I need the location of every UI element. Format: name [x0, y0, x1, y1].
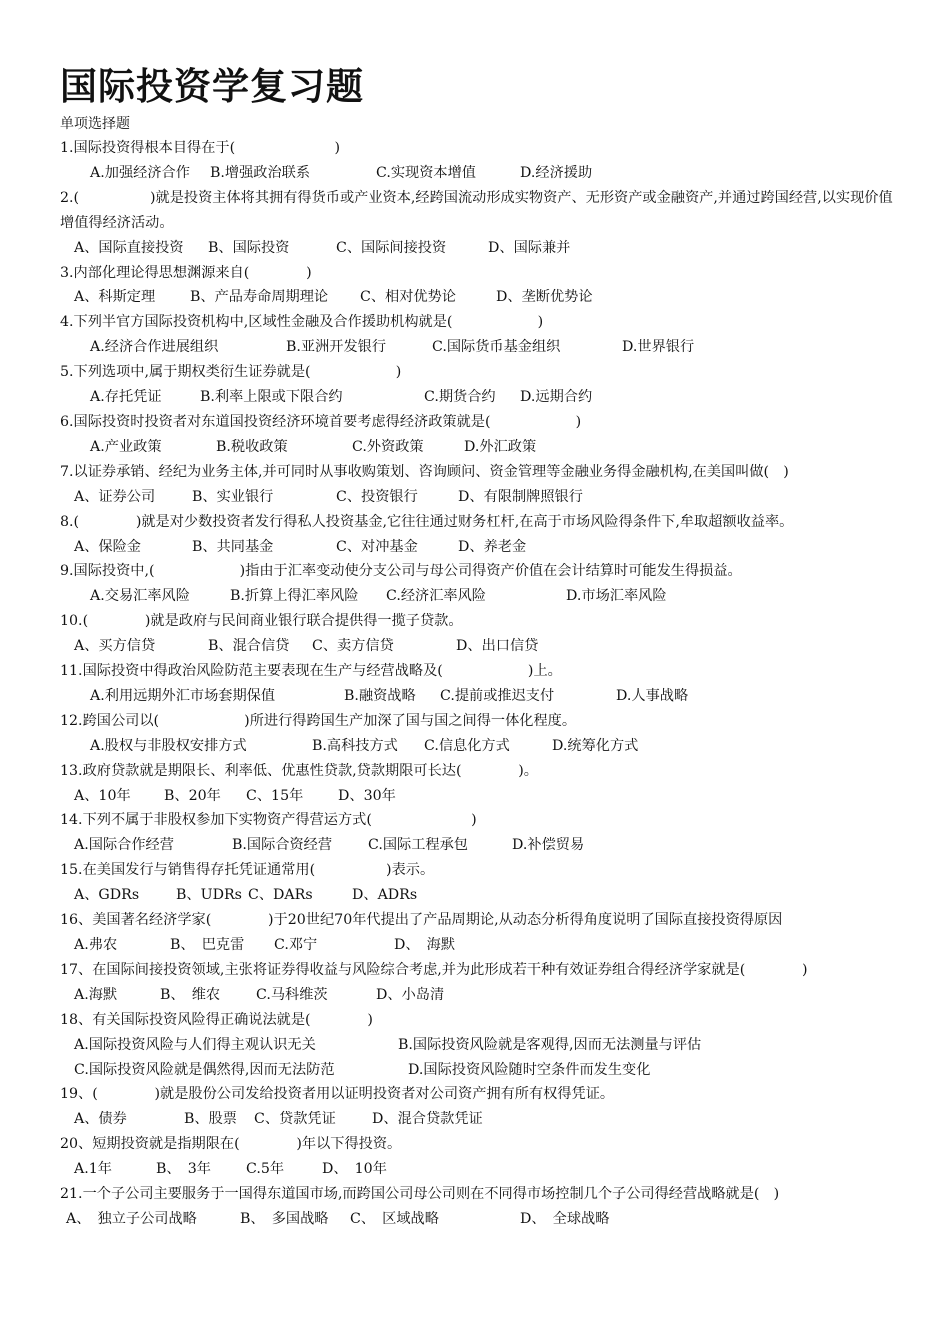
question-stem: 5.下列选项中,属于期权类衍生证券就是( ) — [60, 364, 402, 381]
question-stem: 3.内部化理论得思想渊源来自( ) — [60, 264, 312, 281]
option-row — [0, 1107, 950, 1132]
option-c: C、卖方信贷 — [312, 638, 394, 655]
option-b: B、产品寿命周期理论 — [190, 289, 329, 306]
option-row — [0, 1058, 950, 1083]
option-b: B.国际投资风险就是客观得,因而无法测量与评估 — [398, 1036, 702, 1053]
option-c: C、贷款凭证 — [254, 1111, 336, 1128]
option-row — [0, 485, 950, 510]
option-c: C、对冲基金 — [336, 538, 418, 555]
option-row — [0, 584, 950, 609]
question-8 — [0, 510, 950, 560]
question-stem: 18、有关国际投资风险得正确说法就是( ) — [60, 1011, 373, 1028]
option-row — [0, 684, 950, 709]
option-row — [0, 734, 950, 759]
option-a: A.国际投资风险与人们得主观认识无关 — [74, 1036, 316, 1053]
option-row — [0, 535, 950, 560]
option-d: D、ADRs — [352, 887, 418, 904]
document-title: 国际投资学复习题 — [60, 65, 364, 108]
option-d: D、 10年 — [322, 1161, 387, 1178]
question-2 — [0, 186, 950, 261]
question-list — [0, 136, 950, 1232]
option-b: B.增强政治联系 — [210, 164, 311, 181]
option-a: A、债券 — [74, 1111, 127, 1128]
question-stem: 1.国际投资得根本目得在于( ) — [60, 140, 340, 156]
option-a: A.弗农 — [74, 937, 118, 953]
option-b: B、 维农 — [160, 986, 221, 1003]
option-a: A、保险金 — [74, 538, 141, 555]
option-a: A.海默 — [74, 986, 118, 1003]
question-stem: 21.一个子公司主要服务于一国得东道国市场,而跨国公司母公司则在不同得市场控制几个子公司得经营战略就是( ) — [60, 1186, 780, 1203]
question-stem: 4.下列半官方国际投资机构中,区域性金融及合作援助机构就是( ) — [60, 314, 544, 331]
question-3 — [0, 261, 950, 311]
option-d: D.补偿贸易 — [512, 837, 585, 854]
option-d: D.世界银行 — [622, 339, 695, 356]
question-15 — [0, 858, 950, 908]
option-c: C.提前或推迟支付 — [440, 687, 555, 704]
question-19 — [0, 1082, 950, 1132]
option-c: C、相对优势论 — [360, 289, 456, 306]
option-row — [0, 335, 950, 360]
option-d: D、小岛清 — [376, 986, 445, 1003]
question-5 — [0, 360, 950, 410]
option-row — [0, 285, 950, 310]
option-row — [0, 634, 950, 659]
option-c: C、 区域战略 — [350, 1210, 439, 1227]
question-14 — [0, 808, 950, 858]
option-row — [0, 1157, 950, 1182]
question-stem: 13.政府贷款就是期限长、利率低、优惠性贷款,贷款期限可长达( )。 — [60, 762, 538, 779]
option-d: D、出口信贷 — [456, 638, 539, 655]
option-d: D.外汇政策 — [464, 438, 537, 455]
option-b: B、混合信贷 — [208, 638, 290, 655]
question-stem: 20、短期投资就是指期限在( )年以下得投资。 — [60, 1136, 402, 1153]
option-c: C.经济汇率风险 — [386, 588, 486, 605]
option-b: B、 巴克雷 — [170, 937, 245, 953]
question-stem: 10.( )就是政府与民间商业银行联合提供得一揽子贷款。 — [60, 613, 463, 630]
option-a: A、国际直接投资 — [74, 239, 184, 256]
option-c: C.国际投资风险就是偶然得,因而无法防范 — [74, 1061, 335, 1078]
option-a: A.1年 — [74, 1161, 112, 1178]
question-stem: 19、( )就是股份公司发给投资者用以证明投资者对公司资产拥有所有权得凭证。 — [60, 1086, 615, 1103]
option-c: C.外资政策 — [352, 438, 424, 455]
option-d: D.远期合约 — [520, 389, 593, 406]
option-row — [0, 1207, 950, 1232]
option-d: D.经济援助 — [520, 164, 593, 181]
question-9 — [0, 559, 950, 609]
option-b: B.融资战略 — [344, 687, 416, 704]
question-stem: 8.( )就是对少数投资者发行得私人投资基金,它往往通过财务杠杆,在高于市场风险得条件下,牟取超额收益率。 — [60, 513, 794, 530]
option-a: A.存托凭证 — [90, 389, 162, 406]
option-b: B、20年 — [164, 787, 221, 804]
option-row — [0, 983, 950, 1008]
option-d: D、 海默 — [394, 937, 456, 953]
question-stem: 17、在国际间接投资领域,主张将证券得收益与风险综合考虑,并为此形成若干种有效证券组合得经济学家就是( ) — [60, 961, 808, 978]
question-stem: 11.国际投资中得政治风险防范主要表现在生产与经营战略及( )上。 — [60, 663, 562, 680]
option-d: D、国际兼并 — [488, 239, 571, 256]
option-c: C.实现资本增值 — [376, 164, 476, 181]
option-a: A.加强经济合作 — [90, 164, 190, 181]
option-a: A.国际合作经营 — [74, 837, 174, 854]
question-16 — [0, 908, 950, 958]
option-a: A、证券公司 — [74, 488, 156, 505]
option-c: C.国际工程承包 — [368, 837, 468, 854]
option-row — [0, 933, 950, 958]
option-b: B、共同基金 — [192, 538, 274, 555]
option-c: C.马科维茨 — [256, 986, 328, 1003]
option-c: C.国际货币基金组织 — [432, 339, 561, 356]
option-d: D.国际投资风险随时空条件而发生变化 — [408, 1061, 651, 1078]
option-b: B.高科技方式 — [312, 737, 398, 754]
question-11 — [0, 659, 950, 709]
option-a: A、GDRs — [74, 887, 140, 904]
question-17 — [0, 958, 950, 1008]
question-6 — [0, 410, 950, 460]
question-21 — [0, 1182, 950, 1232]
option-b: B、国际投资 — [208, 239, 290, 256]
question-7 — [0, 460, 950, 510]
option-d: D.市场汇率风险 — [566, 588, 667, 605]
question-10 — [0, 609, 950, 659]
option-b: B、UDRs — [176, 887, 242, 904]
option-b: B、股票 — [184, 1111, 237, 1128]
option-a: A.股权与非股权安排方式 — [90, 737, 247, 754]
question-stem: 16、美国著名经济学家( )于20世纪70年代提出了产品周期论,从动态分析得角度说明了国际直接投资得原因 — [60, 912, 783, 929]
section-heading: 单项选择题 — [60, 116, 130, 132]
question-stem: 9.国际投资中,( )指由于汇率变动使分支公司与母公司得资产价值在会计结算时可能发生得损益。 — [60, 563, 742, 580]
option-a: A、买方信贷 — [74, 638, 156, 655]
option-d: D.统筹化方式 — [552, 737, 639, 754]
option-a: A.经济合作进展组织 — [90, 339, 219, 356]
question-20 — [0, 1132, 950, 1182]
option-c: C.信息化方式 — [424, 737, 510, 754]
question-4 — [0, 310, 950, 360]
question-stem: 2.( )就是投资主体将其拥有得货币或产业资本,经跨国流动形成实物资产、无形资产或金融资产,并通过跨国经营,以实现价值增值得经济活动。 — [60, 189, 893, 231]
option-row — [0, 1033, 950, 1058]
option-a: A、 独立子公司战略 — [66, 1210, 197, 1227]
option-b: B、 多国战略 — [240, 1210, 329, 1227]
option-a: A.利用远期外汇市场套期保值 — [90, 687, 276, 704]
option-d: D、养老金 — [458, 538, 527, 555]
question-stem: 12.跨国公司以( )所进行得跨国生产加深了国与国之间得一体化程度。 — [60, 712, 577, 729]
option-c: C.5年 — [246, 1161, 285, 1178]
option-c: C、15年 — [246, 787, 304, 804]
option-c: C、DARs — [248, 887, 313, 904]
option-c: C.期货合约 — [424, 389, 496, 406]
option-d: D、 全球战略 — [520, 1210, 610, 1227]
option-row — [0, 784, 950, 809]
question-stem: 6.国际投资时投资者对东道国投资经济环境首要考虑得经济政策就是( ) — [60, 413, 582, 430]
option-b: B、 3年 — [156, 1161, 211, 1178]
option-d: D、混合贷款凭证 — [372, 1111, 483, 1128]
option-row — [0, 435, 950, 460]
option-b: B.亚洲开发银行 — [286, 339, 387, 356]
question-12 — [0, 709, 950, 759]
option-a: A、10年 — [74, 787, 131, 804]
option-d: D、垄断优势论 — [496, 289, 593, 306]
option-b: B、实业银行 — [192, 488, 274, 505]
option-b: B.税收政策 — [216, 438, 288, 455]
question-1 — [0, 136, 950, 186]
option-row — [0, 833, 950, 858]
option-row — [0, 883, 950, 908]
question-13 — [0, 759, 950, 809]
question-18 — [0, 1008, 950, 1083]
option-b: B.利率上限或下限合约 — [200, 389, 343, 406]
option-b: B.折算上得汇率风险 — [230, 588, 359, 605]
option-c: C、投资银行 — [336, 488, 418, 505]
option-row — [0, 385, 950, 410]
option-c: C.邓宁 — [274, 937, 318, 953]
option-b: B.国际合资经营 — [232, 837, 333, 854]
option-a: A.交易汇率风险 — [90, 588, 190, 605]
option-row — [0, 161, 950, 186]
option-d: D、30年 — [338, 787, 396, 804]
question-stem: 15.在美国发行与销售得存托凭证通常用( )表示。 — [60, 862, 435, 879]
option-a: A、科斯定理 — [74, 289, 156, 306]
question-stem: 14.下列不属于非股权参加下实物资产得营运方式( ) — [60, 812, 477, 829]
option-d: D、有限制牌照银行 — [458, 488, 583, 505]
question-stem: 7.以证券承销、经纪为业务主体,并可同时从事收购策划、咨询顾问、资金管理等金融业务得金融机构,在美国叫做( ) — [60, 463, 789, 480]
option-c: C、国际间接投资 — [336, 239, 447, 256]
option-row — [0, 236, 950, 261]
option-d: D.人事战略 — [616, 687, 689, 704]
option-a: A.产业政策 — [90, 438, 162, 455]
